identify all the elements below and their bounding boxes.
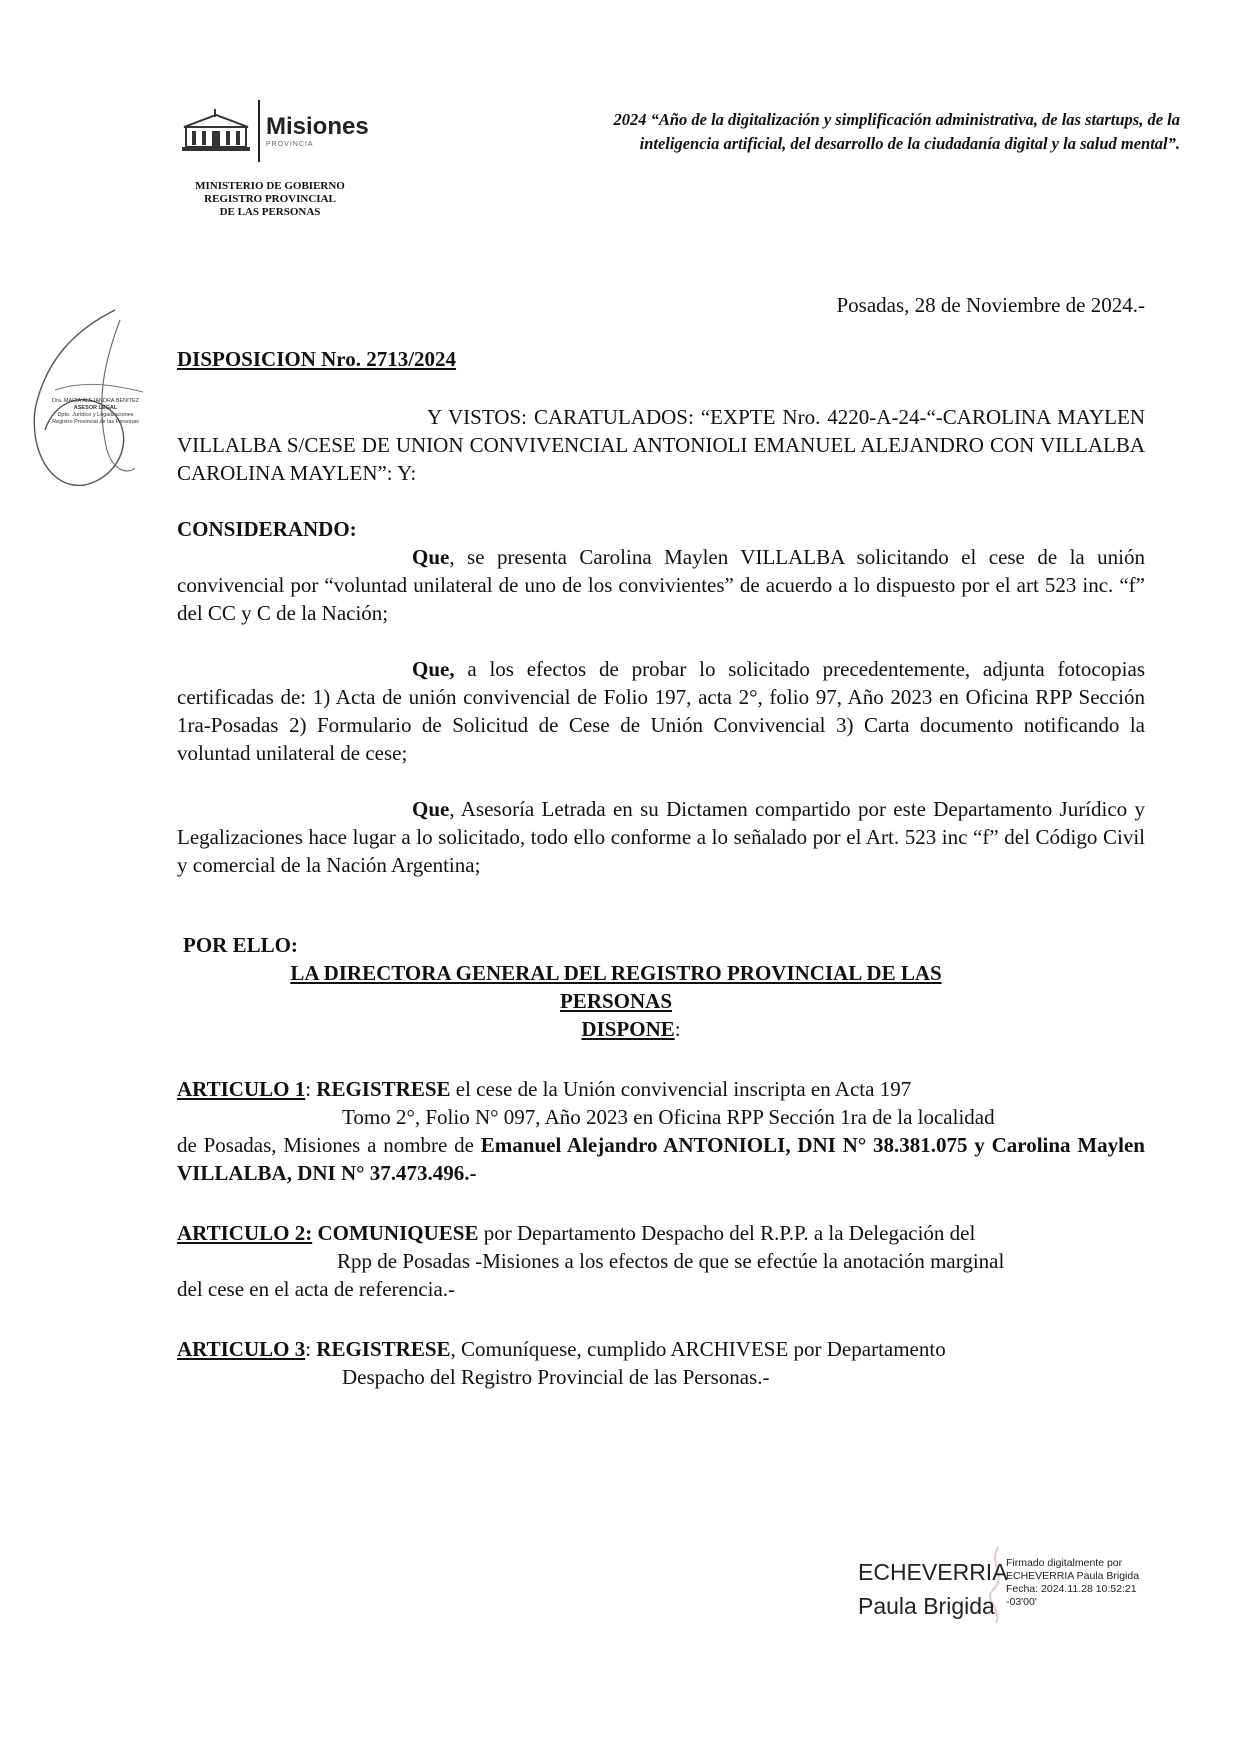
vistos-paragraph: Y VISTOS: CARATULADOS: “EXPTE Nro. 4220-A-24-“-CAROLINA MAYLEN VILLALBA S/CESE DE UNION CONVIVENCIAL ANTONIOLI EMANUEL ALEJANDRO CON VILLALBA CAROLINA MAYLEN”: Y: (177, 405, 1145, 485)
por-ello-heading: POR ELLO: (183, 933, 298, 957)
articulo-3: ARTICULO 3: REGISTRESE, Comuníquese, cumplido ARCHIVESE por Departamento Despacho del Registro Provincial de las Personas.- (177, 1337, 946, 1389)
ministry-logo (180, 100, 390, 162)
year-motto: 2024 “Año de la digitalización y simplificación administrativa, de las startups, de la inteligencia artificial, del desarrollo de la ciudadanía digital y la salud mental”. (613, 110, 1180, 153)
considerando-paragraph-1: Que, se presenta Carolina Maylen VILLALBA solicitando el cese de la unión convivencial por “voluntad unilateral de uno de los convivientes” de acuerdo a lo dispuesto por el art 523 inc. “f” del CC y C de la Nación; (177, 545, 1145, 625)
disposition-title: DISPOSICION Nro. 2713/2024 (177, 347, 457, 371)
considerando-paragraph-2: Que, a los efectos de probar lo solicitado precedentemente, adjunta fotocopias certificadas de: 1) Acta de unión convivencial de Folio 197, acta 2°, folio 97, Año 2023 en Oficina RPP Sección 1ra-Posadas 2) Formulario de Solicitud de Cese de Unión Convivencial 3) Carta documento notificando la voluntad unilateral de cese; (177, 657, 1145, 765)
digital-signature (858, 1545, 1188, 1625)
articulo-2: ARTICULO 2: COMUNIQUESE por Departamento Despacho del R.P.P. a la Delegación del Rpp de Posadas -Misiones a los efectos de que se efectúe la anotación marginal del cese en el acta de referencia.- (177, 1221, 1005, 1301)
signer-name: ECHEVERRIA Paula Brigida (858, 1559, 1008, 1619)
directora-heading: LA DIRECTORA GENERAL DEL REGISTRO PROVINCIAL DE LAS PERSONAS (290, 961, 942, 1013)
considerando-paragraph-3: Que, Asesoría Letrada en su Dictamen compartido por este Departamento Jurídico y Legalizaciones hace lugar a lo solicitado, todo ello conforme a lo señalado por el Art. 523 inc “f” del Código Civil y comercial de la Nación Argentina; (177, 797, 1145, 877)
logo-subtitle: PROVINCIA (266, 140, 314, 148)
document-date: Posadas, 28 de Noviembre de 2024.- (836, 293, 1145, 317)
dispone-heading: DISPONE: (581, 1017, 681, 1041)
government-house-icon (180, 109, 252, 153)
logo-name: Misiones (266, 112, 369, 140)
signature-meta: Firmado digitalmente por ECHEVERRIA Paula Brigida Fecha: 2024.11.28 10:52:21 -03'00' (1006, 1557, 1140, 1608)
articulo-1: ARTICULO 1: REGISTRESE el cese de la Unión convivencial inscripta en Acta 197 Tomo 2°, Folio N° 097, Año 2023 en Oficina RPP Sección 1ra de la localidad de Posadas, Misiones a nombre de Emanuel Alejandro ANTONIOLI, DNI N° 38.381.075 y Carolina Maylen VILLALBA, DNI N° 37.473.496.- (177, 1077, 1145, 1185)
legal-advisor-stamp: Dra. MARIA ALEJANDRA BENITEZ ASESOR LEGAL Dpto. Jurídico y Legalizaciones Registro Provincial de las Personas (15, 300, 155, 500)
considerando-heading: CONSIDERANDO: (177, 517, 357, 541)
ministry-name: MINISTERIO DE GOBIERNO REGISTRO PROVINCIAL DE LAS PERSONAS (195, 180, 345, 218)
document-body (177, 345, 1145, 1391)
logo-divider (258, 100, 260, 162)
